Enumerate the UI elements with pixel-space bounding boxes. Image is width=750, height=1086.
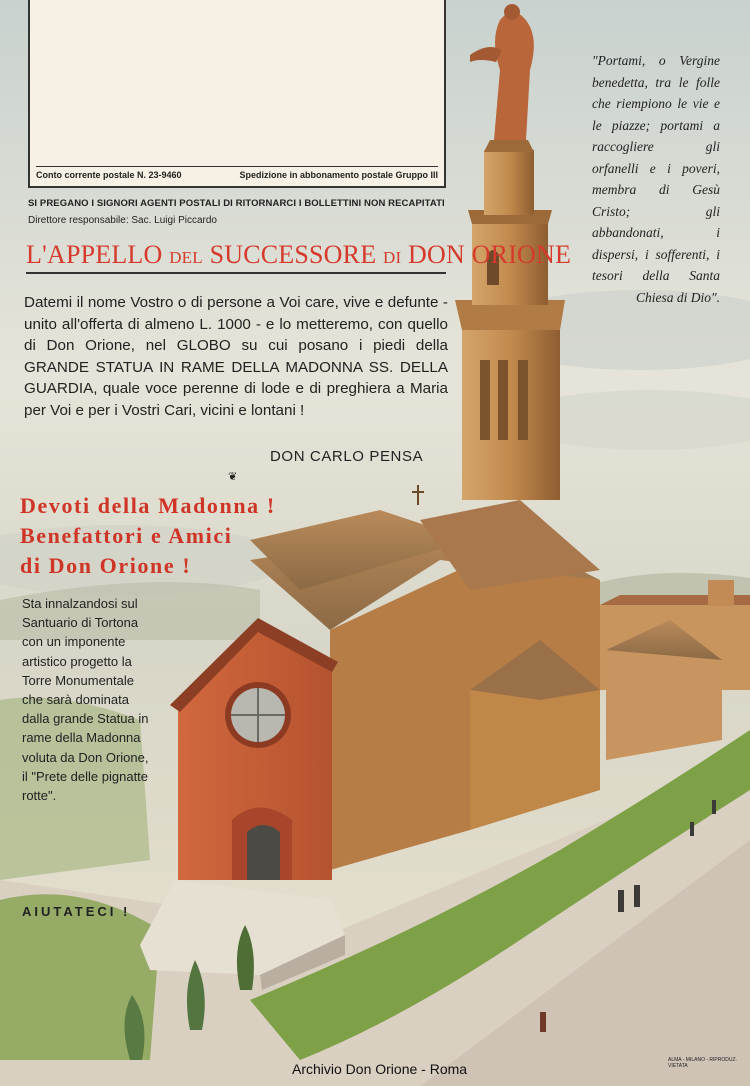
title-part-d: DI [383,248,402,267]
appeal-signature: DON CARLO PENSA [270,448,424,465]
devoti-line-3: di Don Orione ! [20,553,192,578]
devoti-heading [20,491,276,581]
postal-notice: SI PREGANO I SIGNORI AGENTI POSTALI DI RITORNARCI I BOLLETTINI NON RECAPITATI [28,198,445,209]
tower-project-text: Sta innalzandosi sul Santuario di Tortona con un imponente artistico progetto la Torre Monumentale che sarà dominata dalla grande Statua in rame della Madonna voluta da Don Orione, il "Prete delle pignatte rotte". [22,596,149,804]
appeal-body: Datemi il nome Vostro o di persone a Voi care, vive e defunte - unito all'offerta di almeno L. 1000 - e lo metteremo, con quello di Don Orione, nel GLOBO su cui posano i piedi della GRANDE STATUA IN RAME DELLA MADONNA SS. DELLA GUARDIA, quale voce perenne di lode e di preghiera a Maria per Voi e per i Vostri Cari, vicini e lontani ! [24,294,448,419]
postal-shipping: Spedizione in abbonamento postale Gruppo III [239,170,438,180]
printer-credit: ALMA - MILANO - RIPRODUZ. VIETATA [668,1057,737,1069]
title-part-a: L'APPELLO [26,240,163,269]
devoti-line-2: Benefattori e Amici [20,523,233,548]
title-part-c: SUCCESSORE [209,240,377,269]
devoti-line-1: Devoti della Madonna ! [20,493,276,518]
postal-account: Conto corrente postale N. 23-9460 [36,170,182,180]
ornament-icon: ❦ [228,471,238,483]
title-part-e: DON ORIONE [408,240,572,269]
archive-credit: Archivio Don Orione - Roma [292,1061,468,1077]
director-line: Direttore responsabile: Sac. Luigi Piccardo [28,215,217,226]
aiutateci-callout: AIUTATECI ! [22,904,131,919]
prayer-quote: "Portami, o Vergine benedetta, tra le folle che riempiono le vie e le piazze; portami a raccogliere gli orfanelli e i poveri, membra di Gesù Cristo; gli abbandonati, i dispersi, i sofferenti, i tesori della Santa Chiesa di Dio". [592,53,720,305]
title-part-b: DEL [169,248,203,267]
postal-footer [36,166,438,180]
appeal-title [26,240,572,274]
postal-address-box [28,0,446,188]
